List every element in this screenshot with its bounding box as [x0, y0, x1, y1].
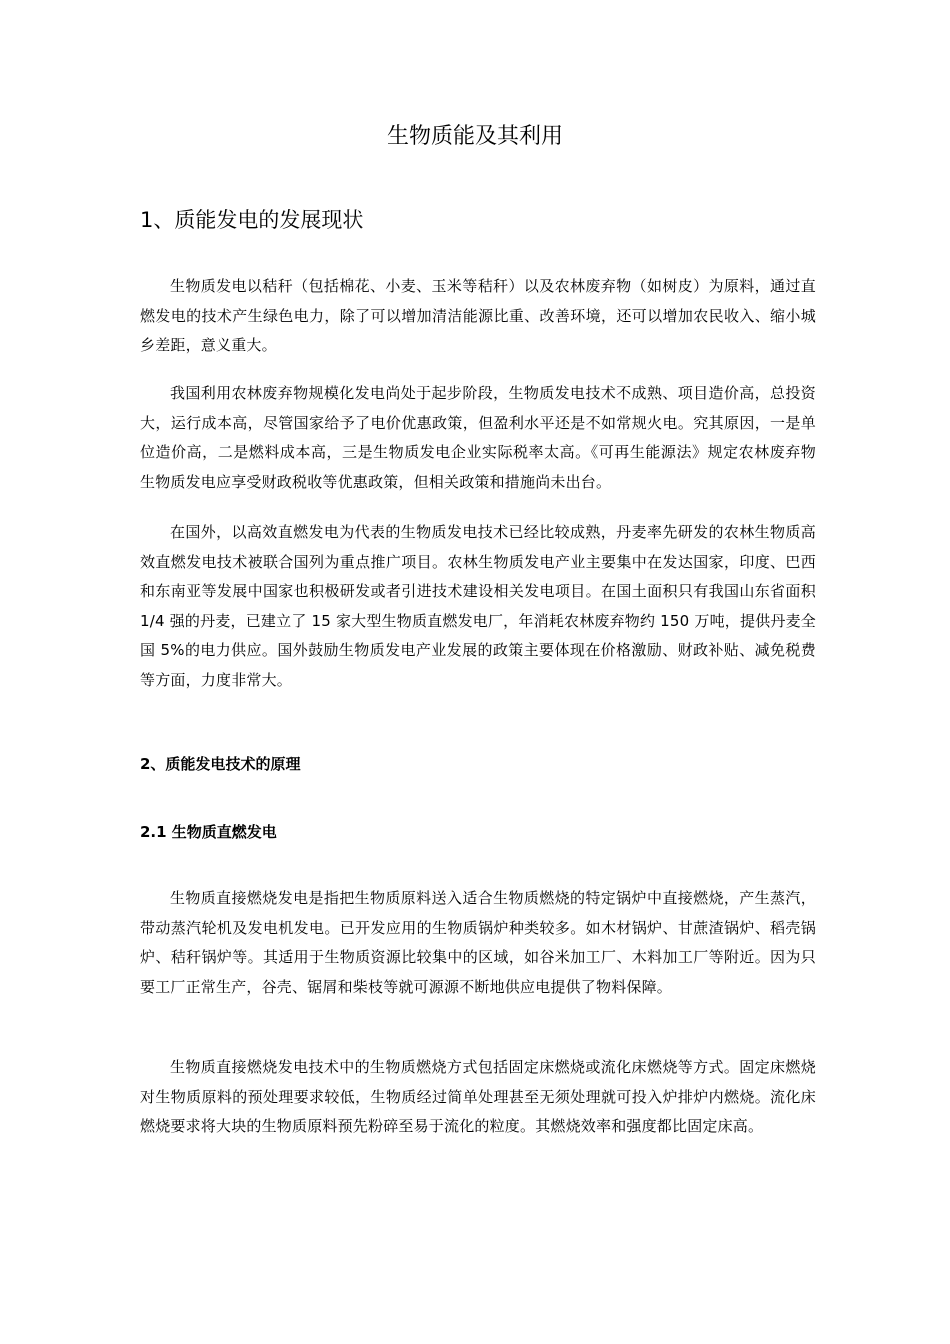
section-1-heading: 1、质能发电的发展现状	[140, 208, 364, 232]
section-2-heading: 2、质能发电技术的原理	[140, 755, 301, 773]
section-1-paragraph-2: 我国利用农林废弃物规模化发电尚处于起步阶段，生物质发电技术不成熟、项目造价高，总投资大，运行成本高，尽管国家给予了电价优惠政策，但盈利水平还是不如常规火电。究其原因，一是单位造价高，二是燃料成本高，三是生物质发电企业实际税率太高。《可再生能源法》规定农林废弃物生物质发电应享受财政税收等优惠政策，但相关政策和措施尚未出台。	[140, 384, 816, 491]
subsection-2-1-heading: 2.1 生物质直燃发电	[140, 823, 277, 841]
document-title: 生物质能及其利用	[386, 124, 563, 149]
section-1-paragraph-1: 生物质发电以秸秆（包括棉花、小麦、玉米等秸秆）以及农林废弃物（如树皮）为原料，通过直燃发电的技术产生绿色电力，除了可以增加清洁能源比重、改善环境，还可以增加农民收入、缩小城乡差距，意义重大。	[140, 277, 816, 355]
section-1-paragraph-3: 在国外，以高效直燃发电为代表的生物质发电技术已经比较成熟，丹麦率先研发的农林生物质高效直燃发电技术被联合国列为重点推广项目。农林生物质发电产业主要集中在发达国家，印度、巴西和东南亚等发展中国家也积极研发或者引进技术建设相关发电项目。在国土面积只有我国山东省面积 1/4 强的丹麦，已建立了 15 家大型生物质直燃发电厂，年消耗农林废弃物约 150 万吨，提供丹麦全国 5%的电力供应。国外鼓励生物质发电产业发展的政策主要体现在价格激励、财政补贴、减免税费等方面，力度非常大。	[140, 523, 816, 689]
subsection-2-1-paragraph-1: 生物质直接燃烧发电是指把生物质原料送入适合生物质燃烧的特定锅炉中直接燃烧，产生蒸汽，带动蒸汽轮机及发电机发电。已开发应用的生物质锅炉种类较多。如木材锅炉、甘蔗渣锅炉、稻壳锅炉、秸秆锅炉等。其适用于生物质资源比较集中的区域，如谷米加工厂、木料加工厂等附近。因为只要工厂正常生产，谷壳、锯屑和柴枝等就可源源不断地供应电提供了物料保障。	[140, 889, 816, 996]
subsection-2-1-paragraph-2: 生物质直接燃烧发电技术中的生物质燃烧方式包括固定床燃烧或流化床燃烧等方式。固定床燃烧对生物质原料的预处理要求较低，生物质经过简单处理甚至无须处理就可投入炉排炉内燃烧。流化床燃烧要求将大块的生物质原料预先粉碎至易于流化的粒度。其燃烧效率和强度都比固定床高。	[140, 1058, 816, 1136]
